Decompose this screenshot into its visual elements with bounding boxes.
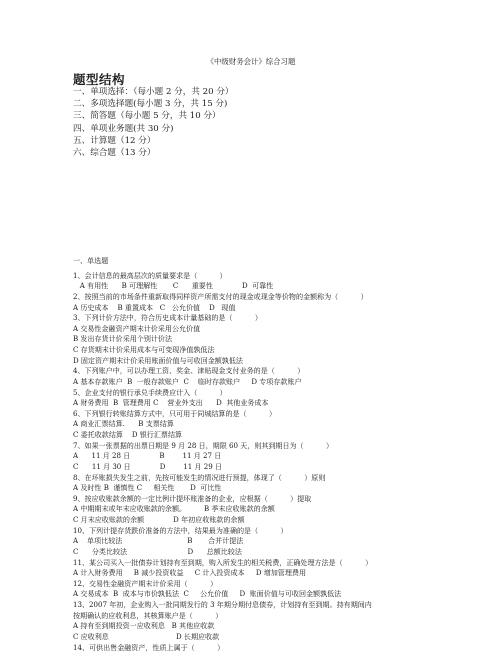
- question-line: A 计入财务费用 B 减少投资收益 C 计入投资成本 D 增加管理费用: [73, 568, 493, 579]
- question-line: A 单项比较法 B 合并计提法: [73, 536, 493, 547]
- structure-item: 四、单项业务题(共 30 分): [73, 123, 234, 135]
- question-line: A 财务费用 B 管理费用 C 营业外支出 D 其他业务成本: [73, 398, 493, 409]
- question-line: C 分类比较法 D 总额比较法: [73, 547, 493, 558]
- question-line: A 11 月 28 日 B 11 月 27 日: [73, 451, 493, 462]
- question-line: C 委托收款结算 D 银行汇票结算: [73, 430, 493, 441]
- structure-item: 五、计算题（12 分）: [73, 135, 234, 147]
- document-title: 《中级财务会计》综合习题: [0, 56, 502, 67]
- question-type-structure: [73, 86, 234, 159]
- question-line: 13、2007 年初，企业购入一批同期发行的 3 年期分期付息债券，计划持有至到期。持有期间内: [73, 600, 493, 611]
- question-line: 12、交易性金融资产期末计价采用（ ）: [73, 579, 493, 590]
- question-line: 3、下列计价方法中，符合历史成本计量基础的是（ ）: [73, 313, 493, 324]
- question-line: 8、在坏账损失发生之前，先按可能发生的情况进行预提，体现了（ ）原则: [73, 473, 493, 484]
- question-line: 9、按应收账款余额的一定比例计提坏账准备的企业，应根据（ ）提取: [73, 494, 493, 505]
- question-line: C 11 月 30 日 D 11 月 29 日: [73, 462, 493, 473]
- question-line: 6、下列银行转账结算方式中，只可用于同城结算的是（ ）: [73, 409, 493, 420]
- question-line: 11、某公司买入一批债券计划持有至到期，购入所发生的相关税费，正确处理方法是（ ）: [73, 558, 493, 569]
- question-line: A 基本存款账户 B 一般存款账户 C 临时存款账户 D 专项存款账户: [73, 377, 493, 388]
- question-line: A 商业汇票结算. B 支票结算: [73, 419, 493, 430]
- section-heading: 题型结构: [73, 70, 125, 88]
- question-line: 7、如果一张票据的出票日期是 9 月 28 日，期限 60 天，则其到期日为（ ）: [73, 441, 493, 452]
- structure-item: 三、简答题（每小题 5 分，共 10 分）: [73, 110, 234, 122]
- question-line: A 交易性金融资产期末计价采用公允价值: [73, 324, 493, 335]
- question-line: C 月末应收账款的余额 D 年初应收账款的余额: [73, 515, 493, 526]
- question-line: C 存货期末计价采用成本与可变现净值孰低法: [73, 345, 493, 356]
- structure-item: 一、单项选择：（每小题 2 分，共 20 分）: [73, 86, 234, 98]
- question-line: D 固定资产期末计价采用账面价值与可收回金额孰低法: [73, 356, 493, 367]
- question-line: A 中期期末或年末应收账款的余额。 B 季末应收账款的余额: [73, 504, 493, 515]
- question-line: A 及时性 B 谨慎性 C 相关性 D 可比性: [73, 483, 493, 494]
- question-lines: [73, 271, 493, 653]
- question-line: B 发出存货计价采用个别计价法: [73, 334, 493, 345]
- question-line: 10、下列计提存货跌价准备的方法中，结果最为准确的是（ ）: [73, 526, 493, 537]
- question-line: 2、按照当前的市场条件重新取得同样资产所需支付的现金或现金等价物的金额称为（ ）: [73, 292, 493, 303]
- structure-item: 六、综合题（13 分）: [73, 147, 234, 159]
- structure-item: 二、多项选择题(每小题 3 分，共 15 分): [73, 98, 234, 110]
- question-line: A 历史成本 B 重置成本 C 公允价值 D 现值: [73, 303, 493, 314]
- question-line: A 有用性 B 可理解性 C 重要性 D 可靠性: [73, 281, 493, 292]
- question-line: 按期确认的应收利息，其核算账户是（ ）: [73, 611, 493, 622]
- part-title: 一、单选题: [73, 256, 493, 267]
- question-body: [73, 256, 493, 653]
- question-line: 14、可供出售金融资产，性质上属于（ ）: [73, 643, 493, 653]
- question-line: C 应收利息 D 长期应收款: [73, 632, 493, 643]
- question-line: A 交易成本 B 成本与市价孰低法 C 公允价值 D 账面价值与可收回金额孰低法: [73, 589, 493, 600]
- question-line: A 持有至到期投资一应收利息 B 其他应收款: [73, 621, 493, 632]
- question-line: 4、下列账户中，可以办理工资、奖金、津贴现金支付业务的是（ ）: [73, 366, 493, 377]
- question-line: 5、企业支付的银行承兑手续费应计入（ ）: [73, 388, 493, 399]
- question-line: 1、会计信息的最高层次的质量要求是（ ）: [73, 271, 493, 282]
